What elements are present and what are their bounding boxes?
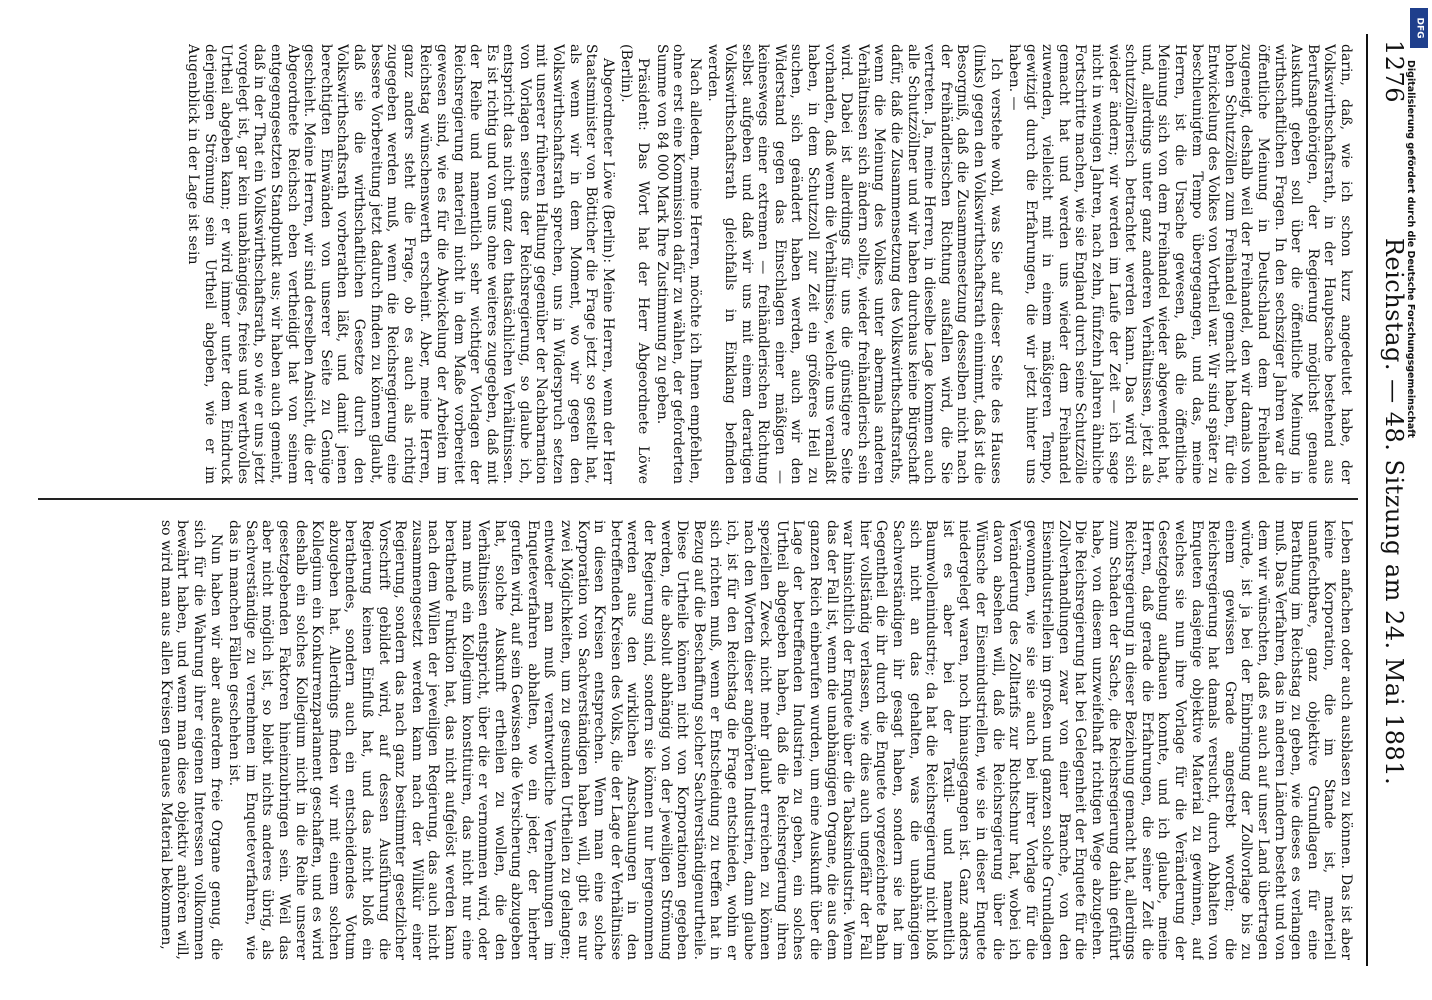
column-separator bbox=[38, 498, 1358, 500]
right-paragraph: Nun haben wir aber außerdem freie Organe genug, die sich für die Wahrung ihrer eigenen Interessen vollkommen bewährt haben, und wenn man diese objektiv anhören will, so wird man aus allen Kreisen genaues Material bekommen, bbox=[157, 520, 224, 960]
right-column bbox=[38, 520, 1354, 960]
running-title: Reichstag. — 48. Sitzung am 24. Mai 1881. bbox=[1380, 237, 1408, 786]
left-paragraph: darin, daß, wie ich schon kurz angedeutet habe, der Volkswirthschaftsrath, in der Hauptsache bestehend aus Berufsangehörigen, der Regierung möglichst genaue Auskunft geben soll über die öffentliche Meinung in wirthschaftlichen Fragen. In den sechsziger Jahren war die öffentliche Meinung in Deutschland dem Freihandel zugeneigt, deshalb weil der Freihandel, den wir damals von hohen Schutzzöllen zum Freihandel gemacht haben, für die Entwickelung des Volkes von Vortheil war. Wir sind später zu beschleunigtem Tempo übergegangen, und das, meine Herren, ist die Ursache gewesen, daß die öffentliche Meinung sich von dem Freihandel wieder abgewendet hat, und, allerdings unter ganz anderen Verhältnissen, jetzt als schutzzöllnerisch betrachtet werden kann. Das wird sich wieder ändern; wir werden im Laufe der Zeit — ich sage nicht in wenigen Jahren, nach zehn, fünfzehn Jahren ähnliche Fortschritte machen, wie sie England durch seine Schutzzölle gemacht hat und werden uns wieder dem Freihandel zuwenden, vielleicht mit in einem mäßigeren Tempo, gewitzigt durch die Erfahrungen, die wir jetzt hinter uns haben. — bbox=[1006, 44, 1354, 484]
left-paragraph: Ich verstehe wohl, was Sie auf dieser Seite des Hauses (links) gegen den Volkswirthschaftsrath einnimmt, daß ist die Besorgniß, daß die Zusammensetzung desselben nicht nach der freihändlerischen Richtung ausfallen wird, die Sie vertreten. Ja, meine Herren, in dieselbe Lage kommen auch alle Schutzzöllner und wir haben durchaus keine Bürgschaft dafür, daß die Zusammensetzung des Volkswirthschaftsraths, wenn die Meinung des Volkes unter abermals anderen Verhältnissen sich ändern sollte, wieder freihändlerisch sein wird. Dabei ist allerdings für uns die günstigere Seite vorhanden, daß wenn die Verhältnisse, welche uns veranlaßt haben, in dem Schutzzoll zur Zeit ein größeres Heil zu suchen, sich geändert haben werden, auch wir den Widerstand gegen das Einschlagen einer mäßigen — keineswegs einer extremen — freihändlerischen Richtung selbst aufgeben und daß wir uns mit einem derartigen Volkswirthschaftsrath gleichfalls in Einklang befinden werden. bbox=[705, 44, 1004, 484]
right-paragraph: Leben anfachen oder auch ausblasen zu können. Das ist aber keine Korporation, die im Stande ist, materiell unanfechtbare, ganz objektive Grundlagen für eine Berathung im Reichstag zu geben, wie dieses es verlangen muß. Das Verfahren, das in anderen Ländern besteht und von dem wir wünschten, daß es auch auf unser Land übertragen würde, ist ja bei der Einbringung der Zollvorlage bis zu einem gewissen Grade angestrebt worden; die Reichsregierung hat damals versucht, durch Abhalten von Enqueten dasjenige objektive Material zu gewinnen, auf welches sie nun ihre Vorlage für die Veränderung der Gesetzgebung aufbauen konnte, und ich glaube, meine Herren, daß gerade die Erfahrungen, die seiner Zeit die Reichsregierung in dieser Beziehung gemacht hat, allerdings zum Schaden der Sache, die Reichsregierung dahin geführt habe, von diesem unzweifelhaft richtigen Wege abzugehen. Die Reichsregierung hat bei Gelegenheit der Enquete für die Zollverhandlungen zwar von einer Branche, von den Eisenindustriellen im großen und ganzen solche Grundlagen gewonnen, wie sie sie auch bei ihrer Vorlage für die Veränderung des Zolltarifs zur Richtschnur hat, wobei ich davon absehen will, daß die Reichsregierung über die Wünsche der Eisenindustriellen, wie sie in dieser Enquete niedergelegt waren, noch hinausgegangen ist. Ganz anders ist es aber bei der Textil- und namentlich Baumwollenindustrie; da hat die Reichsregierung nicht bloß sich nicht an das gehalten, was die unabhängigen Sachverständigen ihr gesagt haben, sondern sie hat im Gegentheil die ihr durch die Enquete vorgezeichnete Bahn hier vollständig verlassen, wie dies auch ungefähr der Fall war hinsichtlich der Enquete über die Tabaksindustrie. Wenn das der Fall ist, wenn die unabhängigen Organe, die aus dem ganzen Reich einberufen wurden, um eine Auskunft über die Lage der betreffenden Industrien zu geben, ein solches Urtheil abgegeben haben, daß die Reichsregierung ihren speziellen Zweck nicht mehr glaubt erreichen zu können nach den Worten dieser angehörten Industrien, dann glaube ich, ist für den Reichstag die Frage entschieden, wohin er sich richten muß, wenn er Entscheidung zu treffen hat in Bezug auf die Beschaffung solcher Sachverständigenurtheile. Diese Urtheile können nicht von Korporationen gegeben werden, die absolut abhängig von der jeweiligen Strömung der Regierung sind, sondern sie können nur hergenommen werden aus den wirklichen Anschauungen in den betreffenden Kreisen des Volks, die der Lage der Verhältnisse in diesen Kreisen entsprechen. Wenn man eine solche Korporation von Sachverständigen haben will, gibt es nur zwei Möglichkeiten, um zu gesunden Urtheilen zu gelangen; entweder man muß verantwortliche Vernehmungen im Enqueteverfahren abhalten, wo ein jeder, der hierher gerufen wird, auf sein Gewissen die Versicherung abzugeben hat, solche Auskunft ertheilen zu wollen, die den Verhältnissen entspricht, über die er vernommen wird, oder man muß ein Kollegium konstituiren, das nicht nur eine berathende Funktion hat, das nicht aufgelöst werden kann nach dem Willen der jeweiligen Regierung, das auch nicht zusammengesetzt werden kann nach der Willkür einer Regierung, sondern das nach ganz bestimmter gesetzlicher Vorschrift gebildet wird, auf dessen Ausführung die Regierung keinen Einfluß hat, und das nicht bloß ein berathendes, sondern auch ein entscheidendes Votum abzugeben hat. Allerdings finden wir mit einem solchen Kollegium ein Konkurrenzparlament geschaffen, und es wird deshalb ein solches Kollegium nicht in die Reihe unserer gesetzgebenden Faktoren hineinzubringen sein. Weil das aber nicht möglich ist, so bleibt nichts anderes übrig, als Sachverständige zu vernehmen im Enqueteverfahren, wie das in manchen Fällen geschehen ist. bbox=[226, 520, 1354, 960]
dfg-logo bbox=[1410, 8, 1428, 48]
left-paragraph: Abgeordneter Löwe (Berlin): Meine Herren, wenn der Herr Staatsminister von Bötticher die Frage jetzt so gestellt hat, als wenn wir in dem Moment, wo wir gegen den Volkswirthschaftsrath sprechen, uns in Widerspruch setzen mit unserer früheren Haltung gegenüber der Nachbarnation von Vorlagen seitens der Reichsregierung, so glaube ich, entspricht das nicht ganz den thatsächlichen Verhältnissen. Es ist richtig und von uns ohne weiteres zugegeben, daß mit der Reihe und namentlich sehr wichtiger Vorlagen der Reichsregierung materiell nicht in dem Maße vorbereitet gewesen sind, wie es für die Abwickelung der Arbeiten im Reichstag wünschenswerth erscheint. Aber, meine Herren, ganz anders steht die Frage, ob es auch als richtig zugegeben werden muß, wenn die Reichsregierung eine bessere Vorbereitung jetzt dadurch finden zu können glaubt, daß sie die wirthschaftlichen Gesetze durch den Volkswirthschaftsrath vorberathen läßt, und damit jenen berechtigten Einwänden von unserer Seite zu Genüge geschieht. Meine Herren, wir sind derselben Ansicht, die der Abgeordnete Reichsch eben vertheidigt hat von seinem entgegengesetzten Standpunkt aus; wir haben auch gemeint, daß in der That ein Volkswirthschaftsrath, so wie er uns jetzt vorgelegt ist, gar kein unabhängiges, freies und werthvolles Urtheil abgeben kann; er wird immer unter dem Eindruck derjenigen Strömung sein Urtheil abgeben, wie er im Augenblick in der Lage ist sein bbox=[185, 44, 616, 484]
left-column bbox=[38, 44, 1354, 484]
header-rule bbox=[1366, 34, 1368, 966]
page-number: 1276 bbox=[1380, 40, 1408, 104]
president-speech: Präsident: Das Wort hat der Herr Abgeordnete Löwe (Berlin). bbox=[618, 44, 652, 484]
digitization-note: Digitalisierung gefördert durch die Deutsche Forschungsgemeinschaft bbox=[1405, 60, 1416, 438]
left-paragraph: Nach alledem, meine Herren, möchte ich Ihnen empfehlen, ohne erst eine Kommission dafür zu wählen, der geforderten Summe von 84 000 Mark Ihre Zustimmung zu geben. bbox=[653, 44, 703, 484]
dfg-logo-text: DFG bbox=[1414, 17, 1425, 39]
rotated-scan-page bbox=[20, 20, 1420, 980]
